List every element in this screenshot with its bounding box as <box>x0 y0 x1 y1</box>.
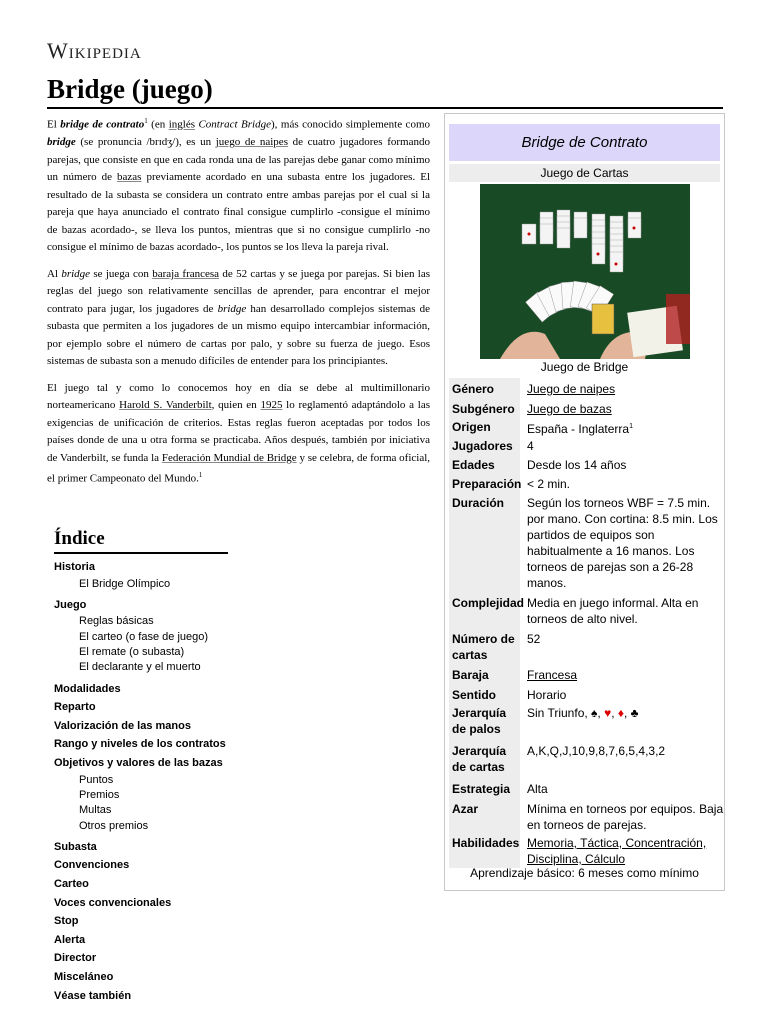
infobox-row-value: España - Inglaterra$^1$ <box>527 422 633 436</box>
text-run: y se celebra, de forma oficial, el primer Campeonato del Mundo. <box>47 451 431 485</box>
infobox-row <box>449 398 720 416</box>
text-run: lo reglamentó adaptándolo a las exigencias de unificación de criterios. Estas reglas fueron aceptadas por todos los países donde de una u otra forma se practicaba. Años después, también por iniciativa de Vanderbilt, se funda la <box>47 399 430 464</box>
infobox-row-label: Jerarquía de cartas <box>449 740 520 778</box>
toc-section-link[interactable]: Carteo <box>54 878 89 891</box>
toc-section-link[interactable]: Misceláneo <box>54 970 114 983</box>
infobox-row-label: Género <box>449 378 520 398</box>
toc-subsection-link[interactable]: Puntos <box>79 773 114 786</box>
infobox-row <box>449 702 720 740</box>
toc-section-link[interactable]: Rango y niveles de los contratos <box>54 738 226 751</box>
toc-subsection-link[interactable]: Reglas básicas <box>79 615 154 628</box>
paragraph-intro <box>47 113 430 257</box>
toc-section-link[interactable]: Stop <box>54 915 79 928</box>
text-run: Al <box>47 267 62 280</box>
toc-section-link[interactable]: Voces convencionales <box>54 896 172 909</box>
toc-subsection-link[interactable]: El remate (o subasta) <box>79 646 185 659</box>
toc-section-link[interactable]: Reparto <box>54 701 96 714</box>
infobox-row-value: Desde los 14 años <box>527 458 627 472</box>
toc-section-link[interactable]: Juego <box>54 598 87 611</box>
infobox-row-label: Habilidades <box>449 832 520 868</box>
toc-subsection-link[interactable]: El carteo (o fase de juego) <box>79 630 209 643</box>
article-link[interactable]: 1925 <box>260 399 283 412</box>
infobox-row-value[interactable]: Juego de naipes <box>527 382 616 396</box>
infobox-row <box>449 664 720 684</box>
bold-term: bridge <box>47 136 76 149</box>
title-divider <box>47 107 723 109</box>
text-run: han desarrollado complejos sistemas de subasta que permiten a los jugadores de un mismo equipo intercambiar información, por ejemplo sobre el número de cartas por palo, y sobre su fuerza de juego. Esos sistemas de subasta son a menudo difíciles de entender para los principiantes. <box>47 302 430 368</box>
infobox-row <box>449 684 720 702</box>
infobox-row-value: Horario <box>527 688 567 702</box>
infobox-row <box>449 592 720 628</box>
infobox-row-label: Número de cartas <box>449 628 520 664</box>
infobox-row <box>449 628 720 664</box>
toc-section-link[interactable]: Director <box>54 952 97 965</box>
article-link[interactable]: Federación Mundial de Bridge <box>161 451 297 464</box>
toc-section-link[interactable]: Véase también <box>54 989 132 1002</box>
infobox-row <box>449 454 720 473</box>
reference-mark[interactable]: 1 <box>198 471 203 480</box>
wikipedia-logo[interactable]: Wikipedia <box>47 38 142 63</box>
paragraph-history <box>47 380 430 489</box>
infobox-row <box>449 832 720 868</box>
infobox-row-label: Jugadores <box>449 435 520 454</box>
article-link[interactable]: bazas <box>117 171 142 184</box>
toc-subsection-link[interactable]: El Bridge Olímpico <box>79 577 171 590</box>
infobox-row-label: Edades <box>449 454 520 473</box>
infobox-row-value: Sin Triunfo, ♠, ♥, ♦, ♣ <box>527 706 639 720</box>
toc-subsection-link[interactable]: Multas <box>79 804 112 817</box>
text-run: de cuatro jugadores formando parejas, que consiste en que en cada ronda una de las parejas debe ganar como mínimo un número de <box>47 136 430 184</box>
text-run: ), más conocido simplemente como <box>271 118 430 131</box>
toc-section-link[interactable]: Historia <box>54 561 95 573</box>
text-run: (en <box>147 118 169 131</box>
article-link[interactable]: baraja francesa <box>152 267 220 280</box>
infobox-row <box>449 416 720 435</box>
text-run: se juega con <box>90 267 153 280</box>
infobox-row-value: 4 <box>527 439 534 453</box>
bridge-game-photo[interactable] <box>480 184 690 359</box>
infobox-row <box>449 740 720 778</box>
italic-term: bridge <box>61 267 91 280</box>
infobox-row <box>449 778 720 798</box>
italic-term: Contract Bridge <box>198 118 271 131</box>
infobox-row-label: Complejidad <box>449 592 520 628</box>
toc-title: Índice <box>54 528 105 549</box>
article-link[interactable]: inglés <box>168 118 195 131</box>
infobox-footer: Aprendizaje básico: 6 meses como mínimo <box>470 866 699 880</box>
infobox-row-label: Azar <box>449 798 520 832</box>
infobox-subtitle: Juego de Cartas <box>449 164 720 182</box>
infobox-row-value: A,K,Q,J,10,9,8,7,6,5,4,3,2 <box>527 744 666 758</box>
toc-section-link[interactable]: Modalidades <box>54 682 121 695</box>
infobox-row <box>449 473 720 492</box>
infobox <box>444 113 725 891</box>
toc-subsection-link[interactable]: Otros premios <box>79 819 149 832</box>
text-run: (se pronuncia /brɪdʒ/), es un <box>75 136 216 149</box>
infobox-row <box>449 378 720 398</box>
infobox-row-label: Jerarquía de palos <box>449 702 520 740</box>
bold-term: bridge de contrato <box>60 118 145 131</box>
article-body <box>47 113 430 497</box>
infobox-row-label: Sentido <box>449 684 520 702</box>
infobox-row <box>449 492 720 592</box>
toc-section-link[interactable]: Alerta <box>54 933 86 946</box>
infobox-row-value: Alta <box>527 782 548 796</box>
text-run: de 52 cartas y se juega por parejas. Si bien las reglas del juego son relativamente sencillas de aprender, para encontrar el mejor contrato para jugar, los jugadores de <box>47 267 430 315</box>
text-run: , quien en <box>211 399 261 412</box>
text-run: El juego tal y como lo conocemos hoy en día se debe al multimillonario norteamericano <box>47 381 430 412</box>
toc-subsection-link[interactable]: El declarante y el muerto <box>79 661 201 674</box>
table-of-contents <box>54 558 314 1005</box>
infobox-row-value: Según los torneos WBF = 7.5 min. por mano. Con cortina: 8.5 min. Los partidos de equipos son habitualmente a 16 manos. Los torneos de parejas son a 26-28 manos. <box>527 496 718 590</box>
page-title: Bridge (juego) <box>47 74 213 104</box>
infobox-row-value: 52 <box>527 632 541 646</box>
paragraph-deck <box>47 266 430 371</box>
infobox-row-value: Mínima en torneos por equipos. Baja en torneos de parejas. <box>527 802 724 832</box>
infobox-row <box>449 798 724 832</box>
photo-caption: Juego de Bridge <box>540 360 629 374</box>
infobox-row-label: Duración <box>449 492 520 592</box>
toc-subsection-link[interactable]: Premios <box>79 788 120 801</box>
infobox-row <box>449 435 720 454</box>
infobox-row-label: Baraja <box>449 664 520 684</box>
infobox-row-label: Subgénero <box>449 398 520 416</box>
infobox-row-value: Media en juego informal. Alta en torneos de alto nivel. <box>527 596 699 626</box>
infobox-title: Bridge de Contrato <box>449 124 720 161</box>
reference-mark[interactable]: 1 <box>144 117 148 125</box>
infobox-row-label: Estrategia <box>449 778 520 798</box>
toc-divider <box>54 552 228 554</box>
infobox-row-value[interactable]: Memoria, Táctica, Concentración, Disciplina, Cálculo <box>527 836 707 866</box>
text-run: El <box>47 118 61 131</box>
infobox-row-label: Preparación <box>449 473 520 492</box>
text-run: previamente acordado en una subasta entre los jugadores. El resultado de la subasta se considera un contrato entre ambas parejas por el cual si la pareja que haya anunciado el contrato final consigue cumplirlo -consigue el mínimo de bazas acordado-, se lleva los puntos, mientras que si no consigue cumplirlo -no consigue el mínimo de bazas acordado-, los puntos se los lleva la pareja rival. <box>47 171 431 254</box>
infobox-row-label: Origen <box>449 416 520 435</box>
infobox-row-value: < 2 min. <box>527 477 571 491</box>
toc-section-link[interactable]: Convenciones <box>54 859 130 872</box>
infobox-row-value[interactable]: Francesa <box>527 668 578 682</box>
reference-mark[interactable]: 1 <box>629 423 633 430</box>
italic-term: bridge <box>217 302 247 315</box>
article-link[interactable]: Harold S. Vanderbilt <box>119 399 212 412</box>
toc-section-link[interactable]: Subasta <box>54 840 97 853</box>
infobox-row-value[interactable]: Juego de bazas <box>527 402 612 416</box>
article-link[interactable]: juego de naipes <box>215 136 288 149</box>
toc-section-link[interactable]: Valorización de las manos <box>54 719 191 732</box>
toc-section-link[interactable]: Objetivos y valores de las bazas <box>54 757 223 770</box>
